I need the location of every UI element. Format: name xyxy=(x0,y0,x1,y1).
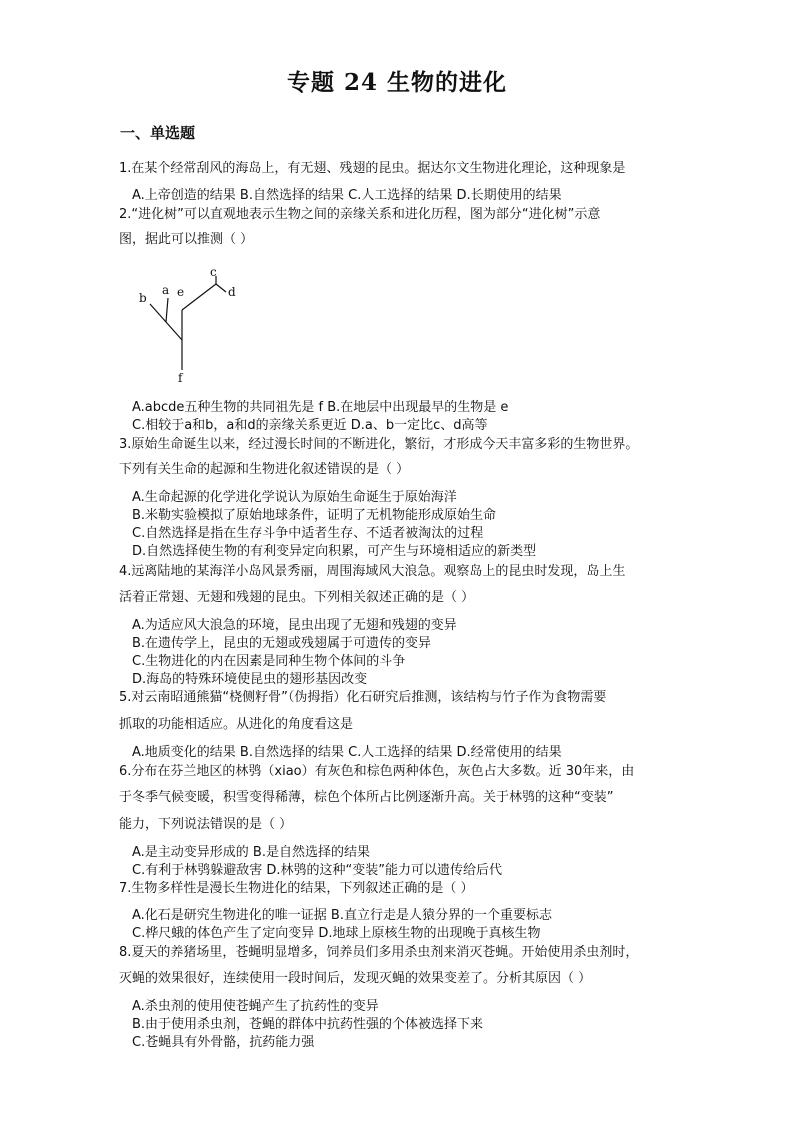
question-5-options: A.地质变化的结果 B.自然选择的结果 C.人工选择的结果 D.经常使用的结果 xyxy=(132,745,562,760)
question-6-options-2: C.有利于林鸮躲避敌害 D.林鸮的这种“变装”能力可以遗传给后代 xyxy=(132,863,502,878)
question-2-options-2: C.相较于a和b，a和d的亲缘关系更近 D.a、b一定比c、d高等 xyxy=(132,418,488,433)
question-3-line-2: 下列有关生命的起源和生物进化叙述错误的是（ ） xyxy=(119,462,410,477)
question-5-line-1: 5.对云南昭通熊猫“桡侧籽骨”（伪拇指）化石研究后推测，该结构与竹子作为食物需要 xyxy=(119,690,607,705)
question-8-line-2: 灭蝇的效果很好，连续使用一段时间后，发现灭蝇的效果变差了。分析其原因（ ） xyxy=(119,971,592,986)
question-6-line-2: 于冬季气候变暖，积雪变得稀薄，棕色个体所占比例逐渐升高。关于林鸮的这种“变装” xyxy=(119,790,614,805)
question-3-option-a: A.生命起源的化学进化学说认为原始生命诞生于原始海洋 xyxy=(132,490,457,505)
question-4-option-d: D.海岛的特殊环境使昆虫的翅形基因改变 xyxy=(132,672,368,687)
question-4-option-c: C.生物进化的内在因素是同种生物个体间的斗争 xyxy=(132,654,406,669)
question-7-options-2: C.桦尺蛾的体色产生了定向变异 D.地球上原核生物的出现晚于真核生物 xyxy=(132,926,541,941)
question-2-line-1: 2.“进化树”可以直观地表示生物之间的亲缘关系和进化历程，图为部分“进化树”示意 xyxy=(119,207,601,222)
question-5-line-2: 抓取的功能相适应。从进化的角度看这是 xyxy=(119,717,354,732)
question-6-line-1: 6.分布在芬兰地区的林鸮（xiao）有灰色和棕色两种体色，灰色占大多数。近 30年来，由 xyxy=(119,764,635,779)
question-4-option-b: B.在遗传学上，昆虫的无翅或残翅属于可遗传的变异 xyxy=(132,636,432,651)
question-7-line-1: 7.生物多样性是漫长生物进化的结果，下列叙述正确的是（ ） xyxy=(119,881,474,896)
evolution-tree-diagram xyxy=(130,266,250,388)
question-6-options-1: A.是主动变异形成的 B.是自然选择的结果 xyxy=(132,845,370,860)
question-1: 1.在某个经常刮风的海岛上，有无翅、残翅的昆虫。据达尔文生物进化理论，这种现象是 xyxy=(119,161,626,176)
tree-label-a: a xyxy=(162,283,170,297)
section-heading: 一、单选题 xyxy=(120,124,196,142)
tree-label-e: e xyxy=(177,285,185,299)
question-1-options: A.上帝创造的结果 B.自然选择的结果 C.人工选择的结果 D.长期使用的结果 xyxy=(132,188,562,203)
question-4-option-a: A.为适应风大浪急的环境，昆虫出现了无翅和残翅的变异 xyxy=(132,618,457,633)
tree-label-f: f xyxy=(178,371,183,385)
question-3-option-c: C.自然选择是指在生存斗争中适者生存、不适者被淘汰的过程 xyxy=(132,526,484,541)
question-3-option-b: B.米勒实验模拟了原始地球条件，证明了无机物能形成原始生命 xyxy=(132,508,497,523)
question-3-option-d: D.自然选择使生物的有利变异定向积累，可产生与环境相适应的新类型 xyxy=(132,544,537,559)
tree-label-c: c xyxy=(210,266,217,279)
question-4-line-1: 4.远离陆地的某海洋小岛风景秀丽，周围海域风大浪急。观察岛上的昆虫时发现，岛上生 xyxy=(119,564,626,579)
question-4-line-2: 活着正常翅、无翅和残翅的昆虫。下列相关叙述正确的是（ ） xyxy=(119,590,475,605)
question-3-line-1: 3.原始生命诞生以来，经过漫长时间的不断进化，繁衍，才形成今天丰富多彩的生物世界。 xyxy=(119,437,639,452)
question-8-line-1: 8.夏天的养猪场里，苍蝇明显增多，饲养员们多用杀虫剂来消灭苍蝇。开始使用杀虫剂时， xyxy=(119,945,639,960)
question-2-options-1: A.abcde五种生物的共同祖先是 f B.在地层中出现最早的生物是 e xyxy=(132,400,509,415)
question-8-option-b: B.由于使用杀虫剂，苍蝇的群体中抗药性强的个体被选择下来 xyxy=(132,1017,484,1032)
question-6-line-3: 能力，下列说法错误的是（ ） xyxy=(119,817,293,832)
question-2-line-2: 图，据此可以推测（ ） xyxy=(119,232,254,247)
tree-label-b: b xyxy=(139,291,147,305)
tree-label-d: d xyxy=(228,285,236,299)
question-8-option-c: C.苍蝇具有外骨骼，抗药能力强 xyxy=(132,1035,315,1050)
page-title: 专题 24 生物的进化 xyxy=(286,69,508,96)
question-7-options-1: A.化石是研究生物进化的唯一证据 B.直立行走是人猿分界的一个重要标志 xyxy=(132,908,552,923)
question-8-option-a: A.杀虫剂的使用使苍蝇产生了抗药性的变异 xyxy=(132,999,379,1014)
